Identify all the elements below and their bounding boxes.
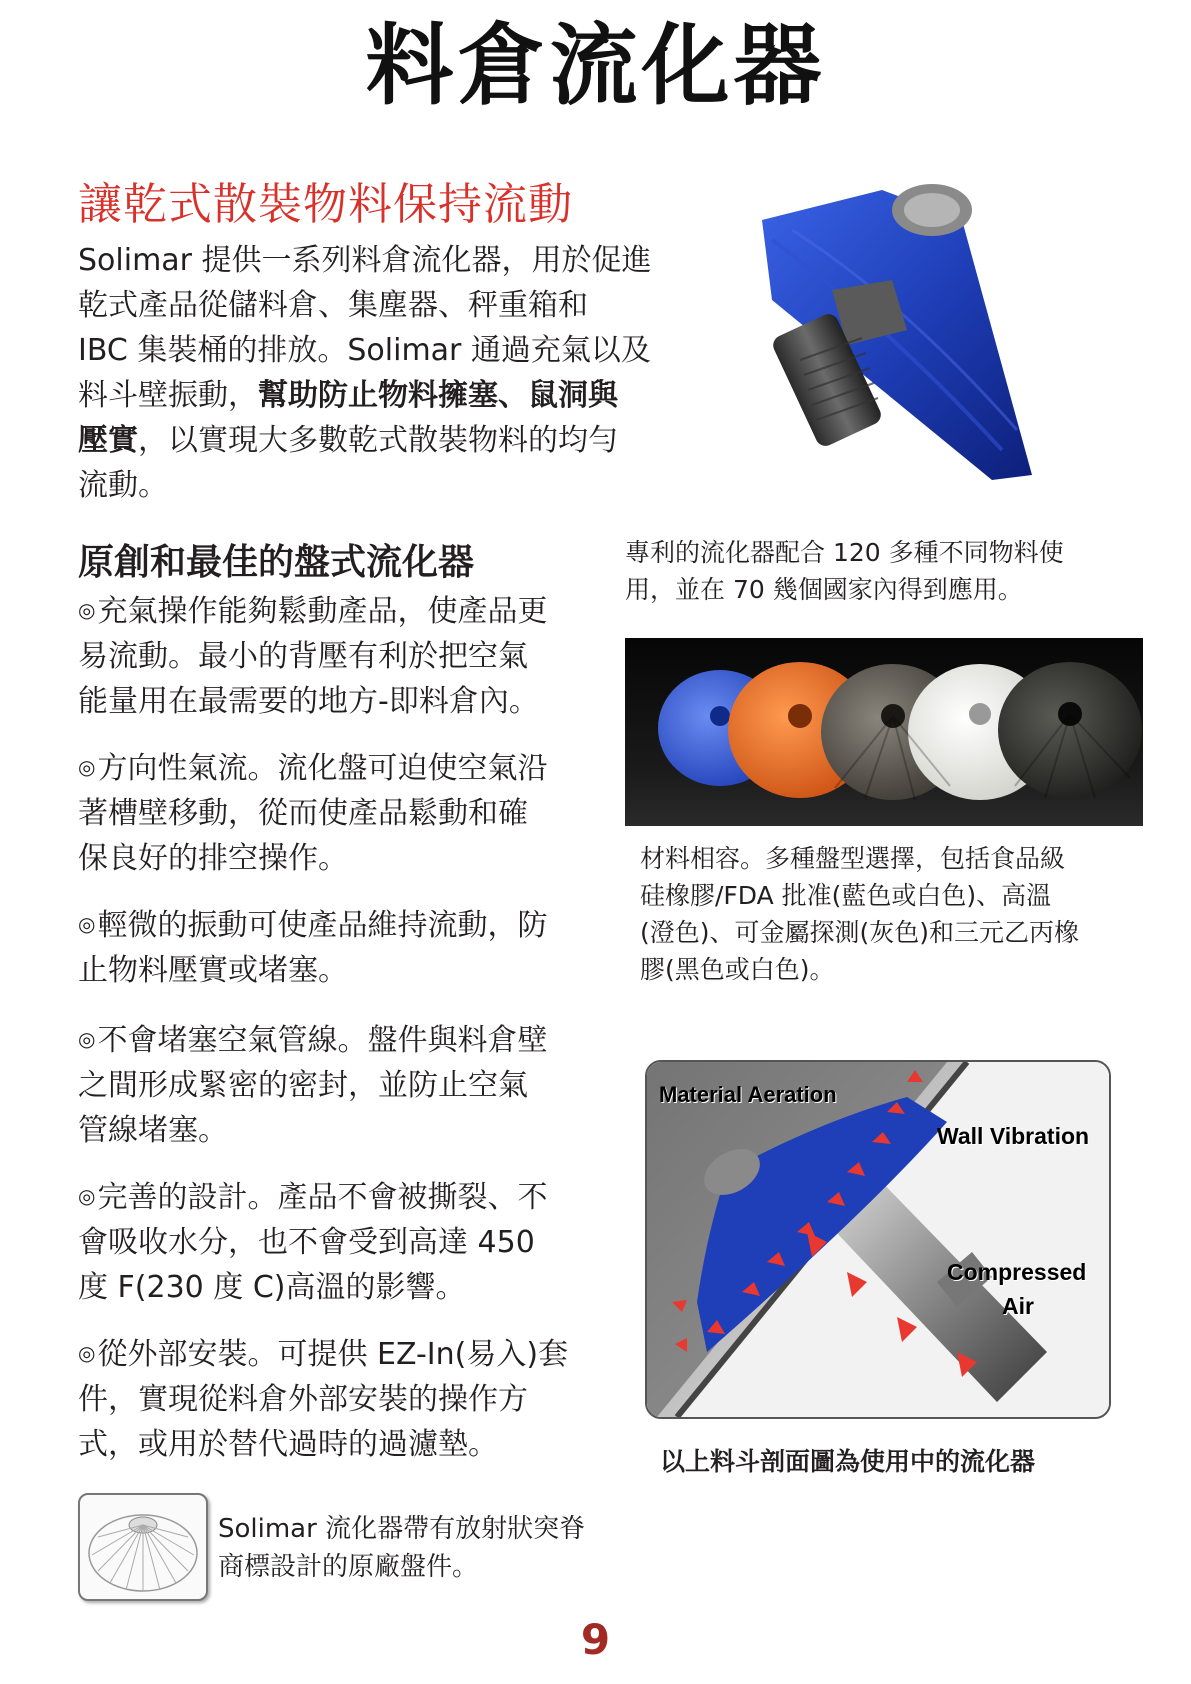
bullet-line: 易流動。最小的背壓有利於把空氣 <box>78 639 528 674</box>
label-compressed: Compressed <box>947 1259 1087 1285</box>
materials-line: 材料相容。多種盤型選擇，包括食品級 <box>640 844 1066 873</box>
materials-line: 硅橡膠/FDA 批准(藍色或白色)、高溫 <box>640 881 1052 910</box>
bullet-text: 輕微的振動可使產品維持流動，防 <box>97 908 548 943</box>
page-number: 9 <box>580 1615 611 1664</box>
label-wall-vibration: Wall Vibration <box>937 1123 1090 1149</box>
bullet-line: 會吸收水分，也不會受到高達 450 <box>78 1225 535 1260</box>
bullet-directional-airflow <box>78 745 608 881</box>
red-heading: 讓乾式散裝物料保持流動 <box>78 179 573 230</box>
bullet-no-clogging <box>78 1017 608 1153</box>
bullet-line <box>78 745 608 791</box>
bullet-vibration <box>78 902 608 993</box>
bullet-line: 件，實現從料倉外部安裝的操作方 <box>78 1382 528 1417</box>
materials-text <box>640 840 1079 988</box>
intro-line <box>78 418 708 463</box>
bullet-marker-icon: ◎ <box>78 755 96 779</box>
radial-ridge-disc-thumbnail <box>78 1493 208 1601</box>
bullet-line <box>78 1174 608 1220</box>
trademark-note <box>218 1510 585 1586</box>
radial-disc-icon <box>80 1495 206 1599</box>
diagram-illustration <box>647 1062 1109 1417</box>
bullet-marker-icon: ◎ <box>78 1341 96 1365</box>
bullet-aeration <box>78 588 608 724</box>
disc-colors-photo <box>625 638 1143 826</box>
bullet-line: 保良好的排空操作。 <box>78 841 348 876</box>
bullet-line: 管線堵塞。 <box>78 1113 228 1148</box>
materials-line: 膠(黑色或白色)。 <box>640 955 835 984</box>
bullet-line: 度 F(230 度 C)高溫的影響。 <box>78 1270 466 1305</box>
intro-line <box>78 373 708 418</box>
intro-text: 料斗壁振動， <box>78 378 258 413</box>
disc-colors-illustration <box>625 638 1143 826</box>
bullet-line: 著槽壁移動，從而使產品鬆動和確 <box>78 796 528 831</box>
label-air: Air <box>1002 1293 1034 1319</box>
trademark-line: Solimar 流化器帶有放射狀突脊 <box>218 1514 586 1544</box>
patent-line: 用，並在 70 幾個國家內得到應用。 <box>625 575 1023 604</box>
intro-line: Solimar 提供一系列料倉流化器，用於促進 <box>78 243 652 278</box>
bullet-marker-icon: ◎ <box>78 598 96 622</box>
bullet-design <box>78 1174 608 1310</box>
bullet-line <box>78 1331 608 1377</box>
intro-text: ，以實現大多數乾式散裝物料的均勻 <box>138 423 618 458</box>
trademark-line: 商標設計的原廠盤件。 <box>218 1552 479 1582</box>
intro-line: 乾式產品從儲料倉、集塵器、秤重箱和 <box>78 288 588 323</box>
intro-line: 流動。 <box>78 468 168 503</box>
intro-line: IBC 集裝桶的排放。Solimar 通過充氣以及 <box>78 333 651 368</box>
bullet-text: 完善的設計。產品不會被撕裂、不 <box>97 1180 548 1215</box>
bullet-line: 式，或用於替代過時的過濾墊。 <box>78 1427 498 1462</box>
intro-bold-text: 幫助防止物料擁塞、鼠洞與 <box>258 378 618 413</box>
bullet-text: 從外部安裝。可提供 EZ-In(易入)套 <box>97 1337 569 1372</box>
bullet-line: 能量用在最需要的地方-即料倉內。 <box>78 684 539 719</box>
intro-paragraph <box>78 238 708 508</box>
hopper-cutaway-diagram <box>645 1060 1111 1419</box>
diagram-caption: 以上料斗剖面圖為使用中的流化器 <box>660 1447 1036 1476</box>
intro-bold-text: 壓實 <box>78 423 138 458</box>
bullet-line: 止物料壓實或堵塞。 <box>78 953 348 988</box>
bullet-text: 充氣操作能夠鬆動產品，使產品更 <box>97 594 548 629</box>
bullet-text: 方向性氣流。流化盤可迫使空氣沿 <box>97 751 548 786</box>
bullet-external-install <box>78 1331 608 1467</box>
bullet-text: 不會堵塞空氣管線。盤件與料倉壁 <box>97 1023 548 1058</box>
patent-text <box>625 534 1064 608</box>
bullet-marker-icon: ◎ <box>78 912 96 936</box>
patent-line: 專利的流化器配合 120 多種不同物料使 <box>625 538 1064 567</box>
bullet-line <box>78 902 608 948</box>
bullet-line: 之間形成緊密的密封，並防止空氣 <box>78 1068 528 1103</box>
blue-fluidizer-image <box>732 180 1072 485</box>
bullet-line <box>78 1017 608 1063</box>
page-title: 料倉流化器 <box>365 14 826 117</box>
label-material-aeration: Material Aeration <box>659 1082 837 1107</box>
section-heading: 原創和最佳的盤式流化器 <box>78 542 475 583</box>
bullet-marker-icon: ◎ <box>78 1184 96 1208</box>
bullet-marker-icon: ◎ <box>78 1027 96 1051</box>
bullet-line <box>78 588 608 634</box>
materials-line: (澄色)、可金屬探測(灰色)和三元乙丙橡 <box>640 918 1080 947</box>
